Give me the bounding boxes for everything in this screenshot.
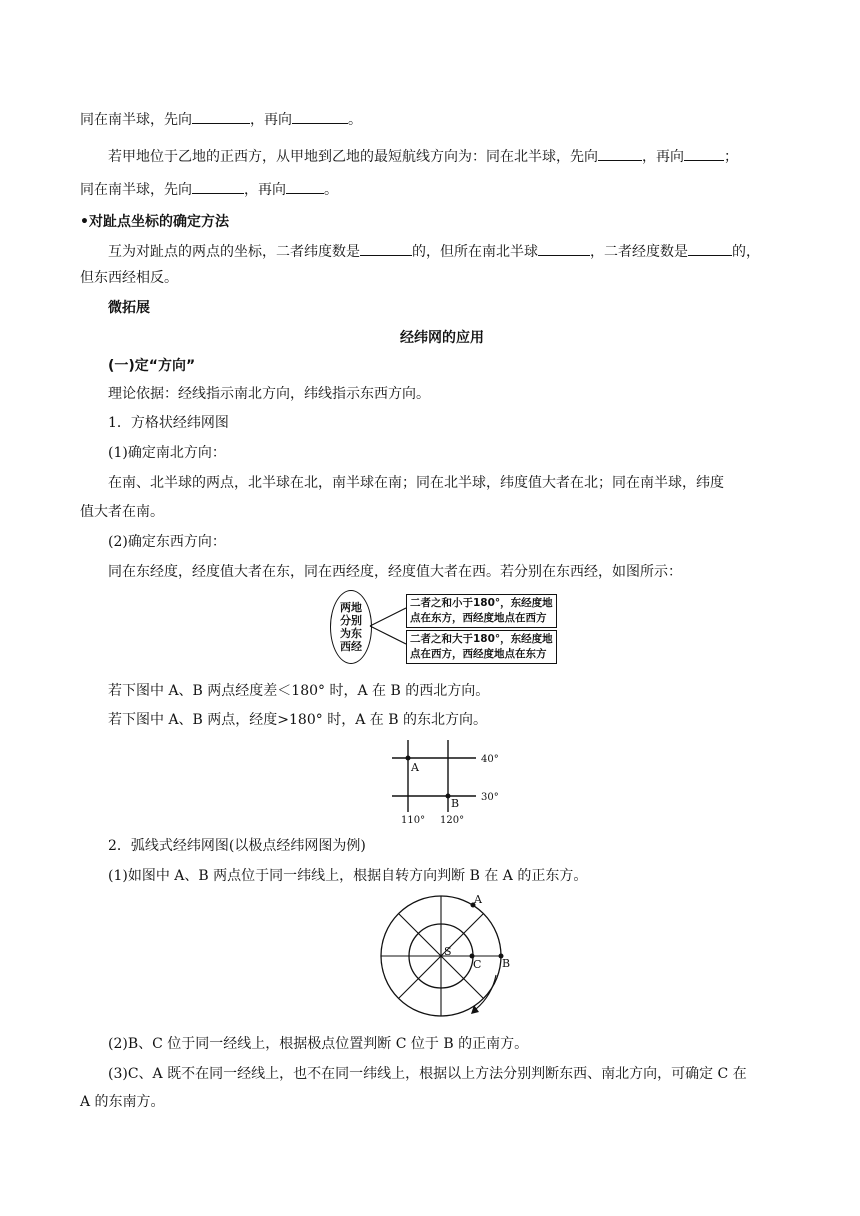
text: 的，但所在南北半球 xyxy=(412,244,538,260)
text: ，再向 xyxy=(250,112,292,128)
point-b-label: B xyxy=(451,797,460,810)
point-a-label: A xyxy=(474,893,482,906)
heading-direction: (一)定“方向” xyxy=(108,358,196,374)
rotation-arc xyxy=(476,975,496,1009)
paragraph-antipode xyxy=(108,240,760,262)
lon-120-label: 120° xyxy=(440,815,465,826)
item-1-1-text-cont: 值大者在南。 xyxy=(80,504,164,520)
lat-30-label: 30° xyxy=(481,792,499,803)
blank xyxy=(192,178,244,194)
oval-line: 分别 xyxy=(340,614,362,627)
box-line: 二者之和大于180°，东经度地 xyxy=(410,633,553,645)
text: ，再向 xyxy=(244,182,286,198)
text: 互为对趾点的两点的坐标，二者纬度数是 xyxy=(108,244,360,260)
paragraph-west-route xyxy=(108,145,738,167)
point-a-label: A xyxy=(411,761,419,774)
text: 若甲地位于乙地的正西方，从甲地到乙地的最短航线方向为：同在北半球，先向 xyxy=(108,149,598,165)
oval-line: 西经 xyxy=(340,640,362,653)
blank xyxy=(538,240,590,256)
blank xyxy=(292,108,348,124)
square-grid-figure xyxy=(388,738,508,828)
item-2-3-text-cont: A 的东南方。 xyxy=(80,1094,165,1110)
lon-110-label: 110° xyxy=(401,815,426,826)
item-1-2-text: 同在东经度，经度值大者在东，同在西经度，经度值大者在西。若分别在东西经，如图所示： xyxy=(108,564,682,580)
text: 的， xyxy=(732,244,760,260)
item-1-title: 1．方格状经纬网图 xyxy=(108,415,229,431)
lat-40-label: 40° xyxy=(481,754,499,765)
item-2-title: 2．弧线式经纬网图(以极点经纬网图为例) xyxy=(108,838,366,854)
box-line: 二者之和小于180°，东经度地 xyxy=(410,597,553,609)
text: 同在南半球，先向 xyxy=(80,182,192,198)
paragraph-south-hemisphere xyxy=(80,108,362,130)
pole-label: S xyxy=(444,945,452,958)
blank xyxy=(684,145,724,161)
box-line: 点在东方，西经度地点在西方 xyxy=(410,612,547,624)
theory-text: 理论依据：经线指示南北方向，纬线指示东西方向。 xyxy=(108,386,430,402)
oval-line: 两地 xyxy=(340,601,362,614)
text: ，二者经度数是 xyxy=(590,244,688,260)
item-2-1-text: (1)如图中 A、B 两点位于同一纬线上，根据自转方向判断 B 在 A 的正东方。 xyxy=(108,868,588,884)
text: ； xyxy=(724,149,738,165)
grid-note-2: 若下图中 A、B 两点，经度>180° 时，A 在 B 的东北方向。 xyxy=(108,712,487,728)
point-a-dot xyxy=(406,756,411,761)
point-b-label: B xyxy=(502,957,511,970)
item-1-2-title: (2)确定东西方向： xyxy=(108,534,226,550)
item-2-3-text: (3)C、A 既不在同一经线上，也不在同一纬线上，根据以上方法分别判断东西、南北方向，可确定 C 在 xyxy=(108,1066,747,1082)
rotation-arrow-icon xyxy=(471,1005,479,1014)
text: 。 xyxy=(324,182,338,198)
blank xyxy=(598,145,642,161)
flow-box-sum-greater xyxy=(406,630,557,664)
heading-micro-extension: 微拓展 xyxy=(108,300,150,316)
text: 。 xyxy=(348,112,362,128)
paragraph-antipode-cont: 但东西经相反。 xyxy=(80,270,178,286)
section-title: 经纬网的应用 xyxy=(400,330,484,346)
paragraph-south-route xyxy=(80,178,338,200)
point-c-label: C xyxy=(473,958,482,971)
flow-connector-lines xyxy=(330,588,410,668)
text: ，再向 xyxy=(642,149,684,165)
polar-grid-figure xyxy=(372,893,522,1023)
text: 同在南半球，先向 xyxy=(80,112,192,128)
flow-box-sum-less xyxy=(406,594,557,628)
grid-note-1: 若下图中 A、B 两点经度差＜180° 时，A 在 B 的西北方向。 xyxy=(108,683,490,699)
blank xyxy=(192,108,250,124)
item-2-2-text: (2)B、C 位于同一经线上，根据极点位置判断 C 位于 B 的正南方。 xyxy=(108,1036,529,1052)
box-line: 点在西方，西经度地点在东方 xyxy=(410,648,547,660)
blank xyxy=(286,178,324,194)
east-west-flow-figure xyxy=(330,588,600,668)
item-1-1-title: (1)确定南北方向： xyxy=(108,445,226,461)
blank xyxy=(360,240,412,256)
point-b-dot xyxy=(446,794,451,799)
heading-antipode: •对趾点坐标的确定方法 xyxy=(80,214,229,230)
oval-line: 为东 xyxy=(340,627,362,640)
blank xyxy=(688,240,732,256)
item-1-1-text: 在南、北半球的两点，北半球在北，南半球在南；同在北半球，纬度值大者在北；同在南半球，纬度 xyxy=(108,475,724,491)
